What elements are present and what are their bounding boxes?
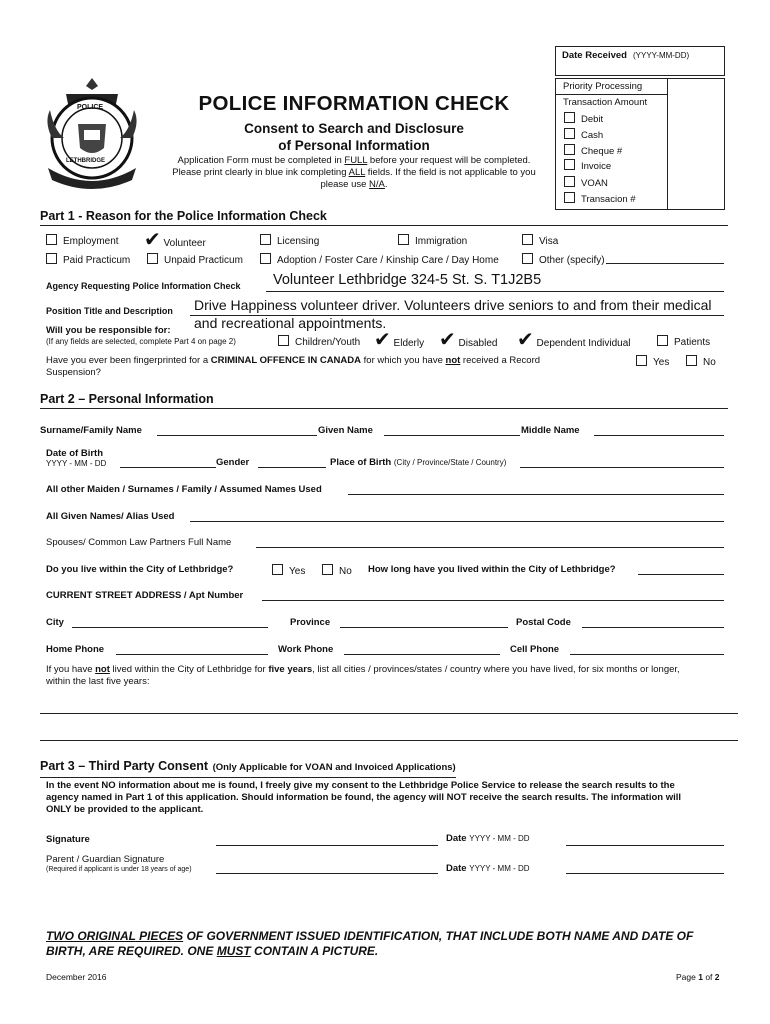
- surname-label: Surname/Family Name: [40, 425, 142, 436]
- alias-label: All Given Names/ Alias Used: [46, 511, 175, 522]
- guardian-label: Parent / Guardian Signature: [46, 854, 165, 865]
- other-names-field[interactable]: [348, 494, 724, 495]
- spouse-label: Spouses/ Common Law Partners Full Name: [46, 537, 232, 548]
- other-specify-field[interactable]: [606, 263, 724, 264]
- city-label: City: [46, 617, 64, 628]
- dob-label: Date of Birth: [46, 448, 103, 459]
- pob-field[interactable]: [520, 467, 724, 468]
- instruction-line1: Application Form must be completed in FULL before your request will be completed.: [177, 155, 531, 166]
- amount-label: Transaction Amount: [563, 97, 648, 108]
- agency-field[interactable]: Volunteer Lethbridge 324-5 St. S. T1J2B5: [273, 272, 542, 288]
- reason-immigration[interactable]: Immigration: [398, 234, 467, 247]
- home-phone-field[interactable]: [116, 654, 268, 655]
- address-field[interactable]: [262, 600, 724, 601]
- subtitle-line1: Consent to Search and Disclosure: [244, 121, 464, 136]
- reason-visa[interactable]: Visa: [522, 234, 558, 247]
- work-phone-field[interactable]: [344, 654, 500, 655]
- priority-label: Priority Processing: [563, 81, 643, 92]
- other-names-label: All other Maiden / Surnames / Family / Assumed Names Used: [46, 484, 322, 495]
- method-voan[interactable]: VOAN: [564, 176, 608, 189]
- spouse-field[interactable]: [256, 547, 724, 548]
- elderly-checkmark-icon: ✔: [374, 327, 391, 351]
- cell-phone-field[interactable]: [570, 654, 724, 655]
- position-label: Position Title and Description: [46, 306, 173, 316]
- how-long-field[interactable]: [638, 574, 724, 575]
- signature-label: Signature: [46, 834, 90, 845]
- fingerprint-yes[interactable]: Yes: [636, 355, 669, 368]
- how-long-label: How long have you lived within the City of Lethbridge?: [368, 564, 616, 575]
- method-debit[interactable]: Debit: [564, 112, 603, 125]
- reason-adoption[interactable]: Adoption / Foster Care / Kinship Care / Day Home: [260, 253, 499, 266]
- consent-line3: ONLY be provided to the applicant.: [46, 804, 204, 815]
- previous-residence-line1[interactable]: [40, 713, 738, 714]
- fingerprint-question: Have you ever been fingerprinted for a CRIMINAL OFFENCE IN CANADA for which you have not received a Record: [46, 355, 541, 366]
- guardian-date-field[interactable]: [566, 873, 724, 874]
- method-invoice[interactable]: Invoice: [564, 159, 611, 172]
- guardian-note: (Required if applicant is under 18 years of age): [46, 866, 192, 873]
- date-received-box[interactable]: [555, 46, 725, 76]
- guardian-signature-field[interactable]: [216, 873, 438, 874]
- instruction-line3: please use N/A.: [320, 179, 388, 190]
- guardian-date-label: Date YYYY - MM - DD: [446, 863, 530, 874]
- subtitle-line2: of Personal Information: [278, 138, 430, 153]
- dob-field[interactable]: [120, 467, 216, 468]
- responsible-label: Will you be responsible for:: [46, 325, 171, 336]
- volunteer-checkmark-icon: ✔: [144, 227, 161, 251]
- dob-format: YYYY - MM - DD: [46, 459, 107, 468]
- fingerprint-question-line2: Suspension?: [46, 367, 101, 378]
- consent-line1: In the event NO information about me is found, I freely give my consent to the Lethbridge Police Service to release the search results to the: [46, 780, 675, 791]
- live-yes[interactable]: Yes: [272, 564, 305, 577]
- voan-checkbox[interactable]: [564, 176, 575, 187]
- given-name-label: Given Name: [318, 425, 373, 436]
- signature-date-label: Date YYYY - MM - DD: [446, 833, 530, 844]
- middle-name-field[interactable]: [594, 435, 724, 436]
- method-transaction[interactable]: Transacion #: [564, 192, 636, 205]
- given-name-field[interactable]: [384, 435, 520, 436]
- debit-checkbox[interactable]: [564, 112, 575, 123]
- live-question: Do you live within the City of Lethbridge?: [46, 564, 234, 575]
- id-requirement-line2: BIRTH, ARE REQUIRED. ONE MUST CONTAIN A PICTURE.: [46, 944, 379, 958]
- reason-volunteer[interactable]: ✔ Volunteer: [144, 227, 206, 251]
- previous-residence-line2[interactable]: [40, 740, 738, 741]
- logo-text-bottom: LETHBRIDGE: [66, 158, 105, 164]
- postal-code-field[interactable]: [582, 627, 724, 628]
- date-received-label: Date Received: [562, 50, 627, 61]
- alias-field[interactable]: [190, 521, 724, 522]
- consent-line2: agency named in Part 1 of this application. Should information be found, the agency will NOT receive the search results. The information will: [46, 792, 682, 803]
- middle-name-label: Middle Name: [521, 425, 580, 436]
- part2-heading: Part 2 – Personal Information: [40, 392, 728, 409]
- gender-label: Gender: [216, 457, 250, 468]
- fingerprint-no[interactable]: No: [686, 355, 716, 368]
- office-use-box: [555, 78, 725, 210]
- page-title: POLICE INFORMATION CHECK: [198, 92, 510, 115]
- transaction-checkbox[interactable]: [564, 192, 575, 203]
- city-field[interactable]: [72, 627, 268, 628]
- address-label: CURRENT STREET ADDRESS / Apt Number: [46, 590, 244, 601]
- agency-field-line: [266, 291, 724, 292]
- reason-licensing[interactable]: Licensing: [260, 234, 319, 247]
- work-phone-label: Work Phone: [278, 644, 334, 655]
- resp-disabled[interactable]: ✔ Disabled: [439, 327, 498, 351]
- reason-unpaid-practicum[interactable]: Unpaid Practicum: [147, 253, 243, 266]
- province-label: Province: [290, 617, 331, 628]
- signature-date-field[interactable]: [566, 845, 724, 846]
- gender-field[interactable]: [258, 467, 326, 468]
- resp-dependent[interactable]: ✔ Dependent Individual: [517, 327, 631, 351]
- resp-children[interactable]: Children/Youth: [278, 335, 360, 348]
- not-lived-instructions: If you have not lived within the City of Lethbridge for five years, list all cities / provinces/states / country where you have lived, for six months or longer,: [46, 664, 680, 675]
- pob-label: Place of Birth (City / Province/State / Country): [330, 457, 507, 468]
- live-no[interactable]: No: [322, 564, 352, 577]
- method-cheque[interactable]: Cheque #: [564, 144, 622, 157]
- footer-date: December 2016: [46, 972, 107, 982]
- id-requirement-line1: TWO ORIGINAL PIECES OF GOVERNMENT ISSUED IDENTIFICATION, THAT INCLUDE BOTH NAME AND DATE OF: [46, 929, 694, 943]
- invoice-checkbox[interactable]: [564, 159, 575, 170]
- cash-checkbox[interactable]: [564, 128, 575, 139]
- reason-paid-practicum[interactable]: Paid Practicum: [46, 253, 130, 266]
- reason-employment[interactable]: Employment: [46, 234, 119, 247]
- postal-code-label: Postal Code: [516, 617, 571, 628]
- page-number: Page 1 of 2: [676, 972, 720, 982]
- responsible-note: (If any fields are selected, complete Part 4 on page 2): [46, 337, 236, 346]
- home-phone-label: Home Phone: [46, 644, 105, 655]
- province-field[interactable]: [340, 627, 508, 628]
- part1-heading: Part 1 - Reason for the Police Information Check: [40, 209, 728, 226]
- part3-heading: Part 3 – Third Party Consent (Only Applicable for VOAN and Invoiced Applications): [40, 757, 456, 778]
- resp-elderly[interactable]: ✔ Elderly: [374, 327, 425, 351]
- method-cash[interactable]: Cash: [564, 128, 603, 141]
- position-field-line1[interactable]: Drive Happiness volunteer driver. Volunteers drive seniors to and from their medical: [194, 297, 712, 313]
- not-lived-instructions-line2: within the last five years:: [46, 676, 150, 687]
- cheque-checkbox[interactable]: [564, 144, 575, 155]
- signature-field[interactable]: [216, 845, 438, 846]
- position-field-line2[interactable]: and recreational appointments.: [194, 315, 387, 331]
- dependent-checkmark-icon: ✔: [517, 327, 534, 351]
- cell-phone-label: Cell Phone: [510, 644, 560, 655]
- date-received-format: (YYYY-MM-DD): [633, 51, 690, 60]
- reason-other[interactable]: Other (specify): [522, 253, 605, 266]
- agency-label: Agency Requesting Police Information Check: [46, 281, 241, 291]
- logo-text-top: POLICE: [77, 104, 104, 111]
- resp-patients[interactable]: Patients: [657, 335, 710, 348]
- instruction-line2: Please print clearly in blue ink completing ALL fields. If the field is not applicable to you: [172, 167, 536, 178]
- disabled-checkmark-icon: ✔: [439, 327, 456, 351]
- surname-field[interactable]: [157, 435, 317, 436]
- police-crest-logo: [38, 72, 146, 192]
